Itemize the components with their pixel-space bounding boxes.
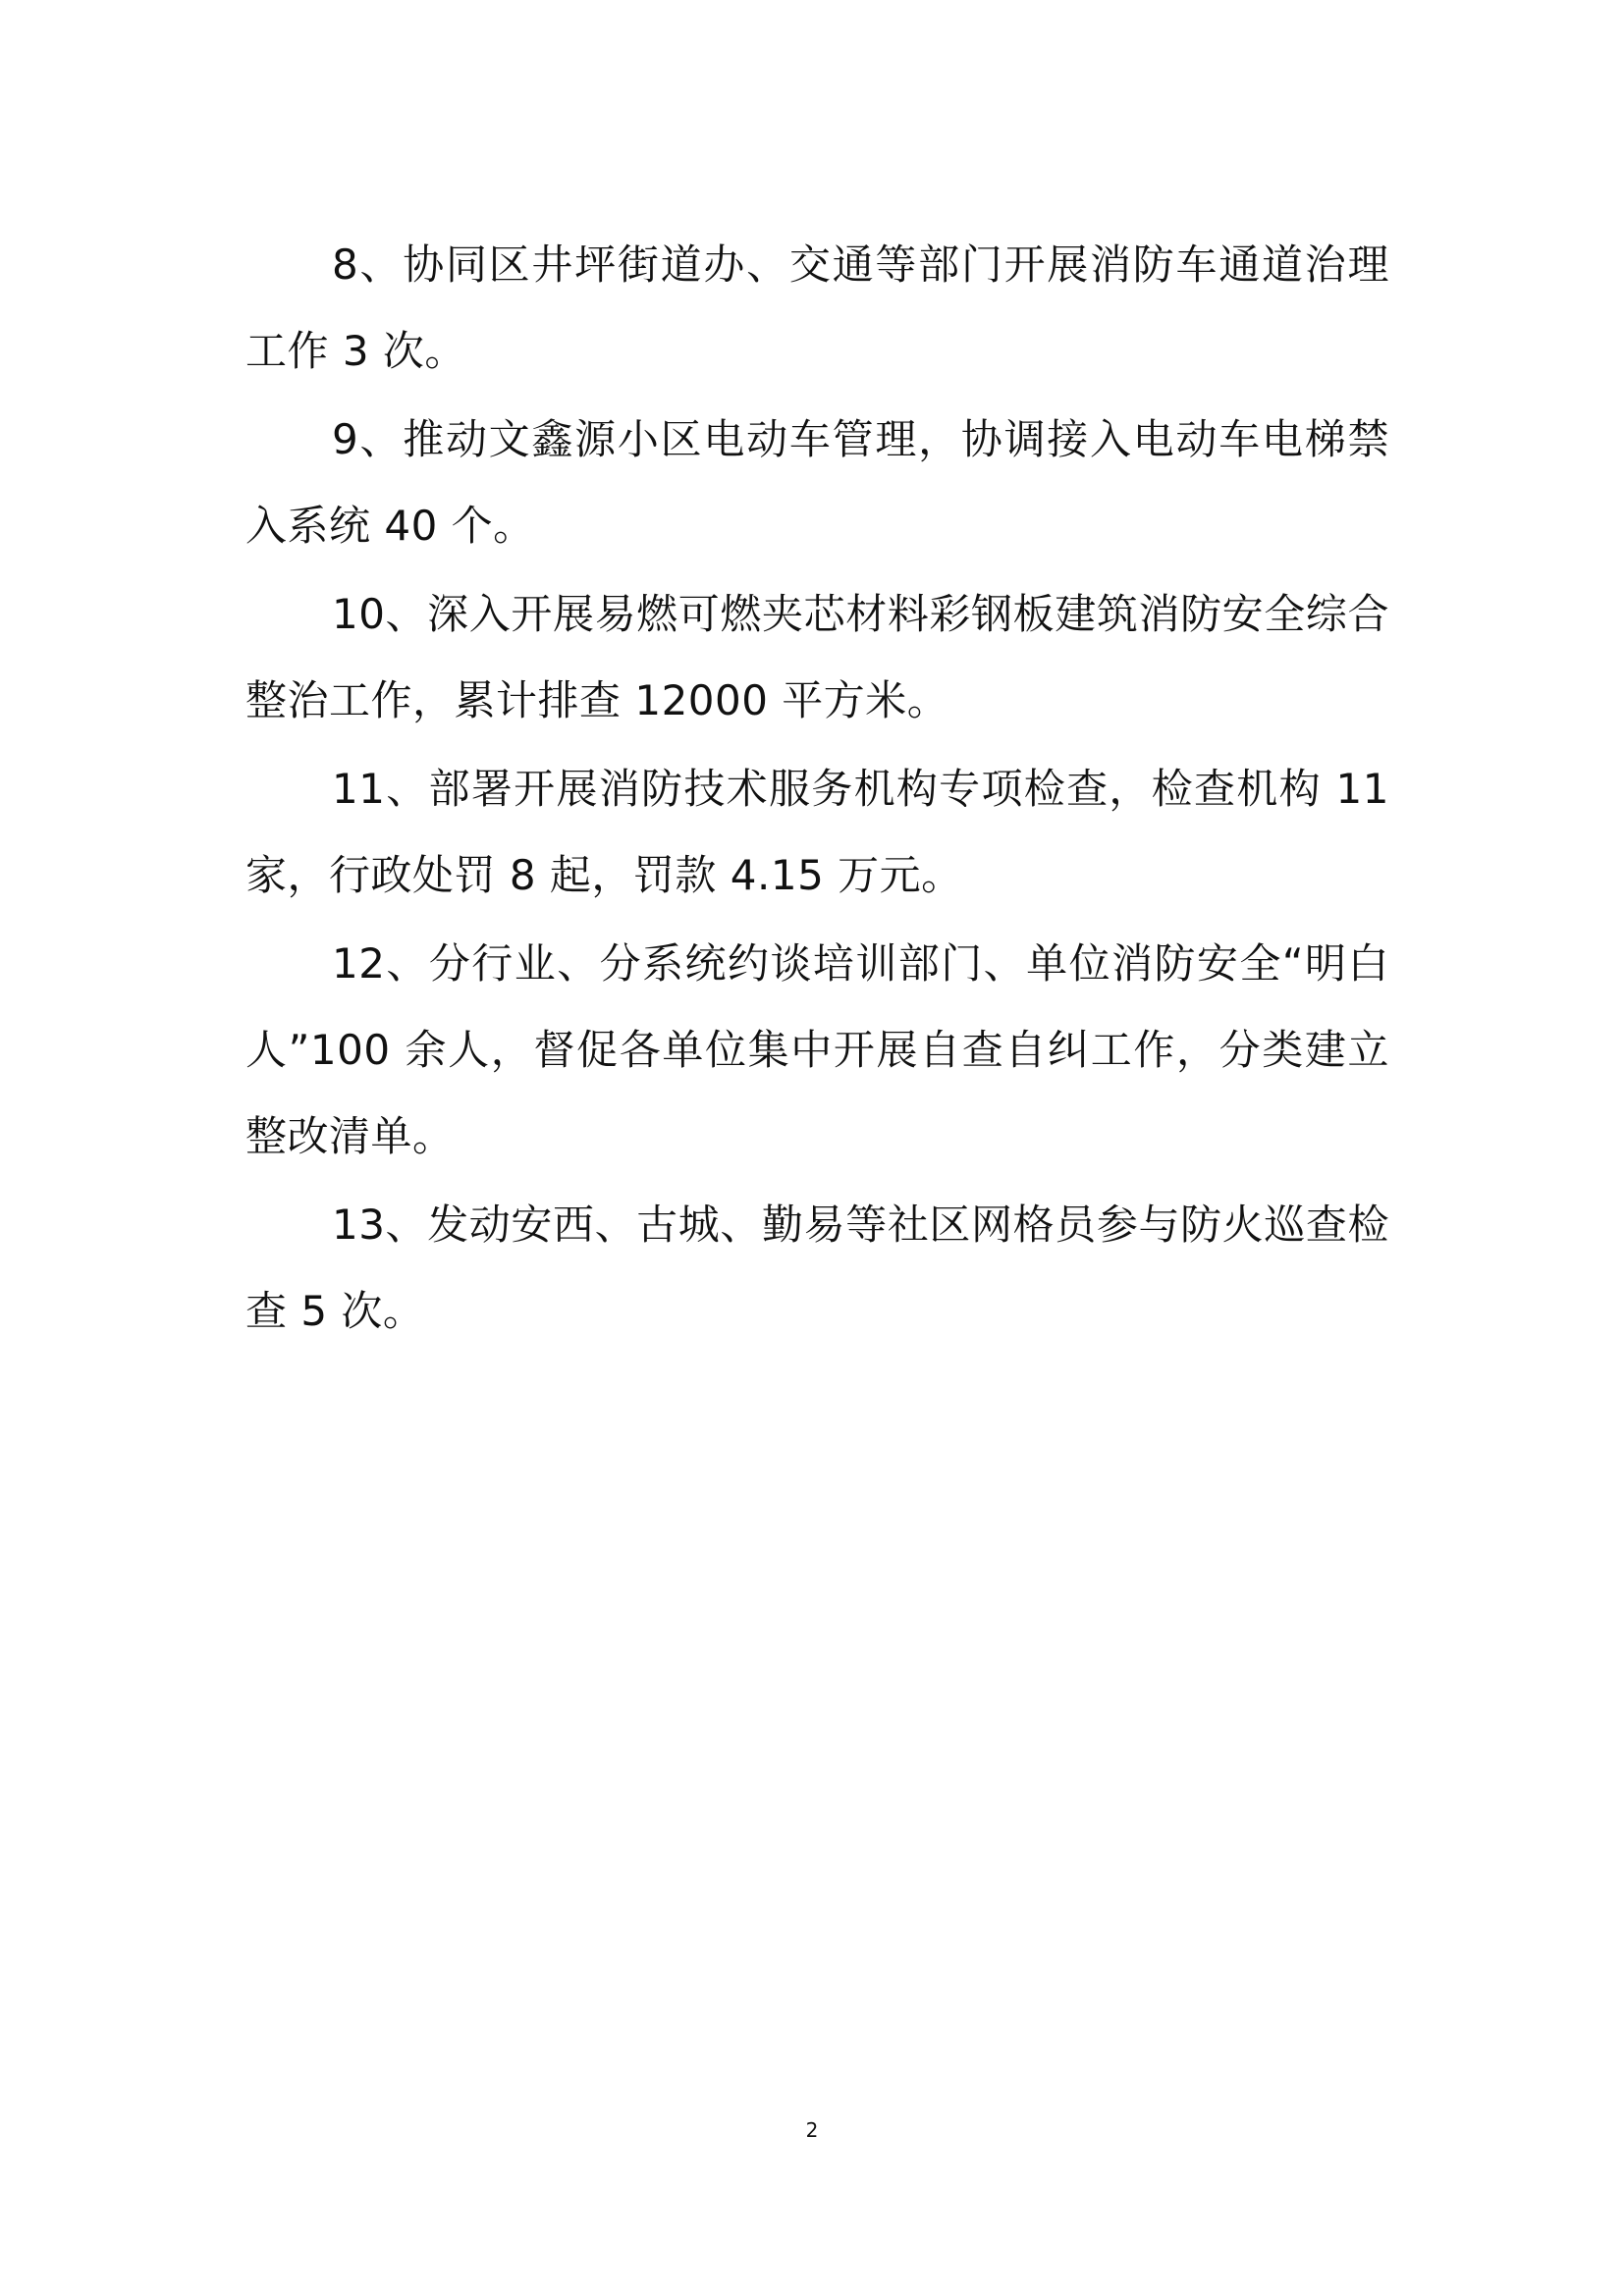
paragraph-item-8: 8、协同区井坪街道办、交通等部门开展消防车通道治理工作 3 次。 <box>245 240 1389 375</box>
paragraph-item-9: 9、推动文鑫源小区电动车管理，协调接入电动车电梯禁入系统 40 个。 <box>245 415 1389 550</box>
paragraph-item-11: 11、部署开展消防技术服务机构专项检查，检查机构 11 家，行政处罚 8 起，罚款 4.15 万元。 <box>245 765 1389 899</box>
paragraph-item-10: 10、深入开展易燃可燃夹芯材料彩钢板建筑消防安全综合整治工作，累计排查 12000 平方米。 <box>245 590 1389 724</box>
page-number: 2 <box>805 2118 819 2142</box>
paragraph-item-13: 13、发动安西、古城、勤易等社区网格员参与防火巡查检查 5 次。 <box>245 1201 1389 1335</box>
paragraph-item-12: 12、分行业、分系统约谈培训部门、单位消防安全“明白人”100 余人，督促各单位集中开展自查自纠工作，分类建立整改清单。 <box>245 939 1389 1160</box>
document-body <box>245 222 1389 1357</box>
